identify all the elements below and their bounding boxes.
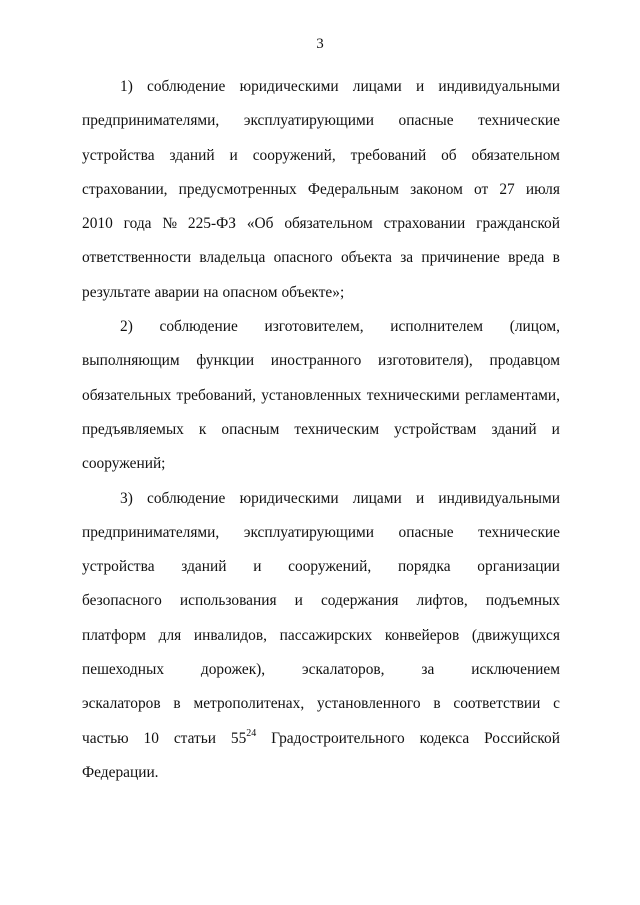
text-line: безопасного использования и содержания лифтов, подъемных [82, 592, 560, 610]
paragraph-item-3 [82, 482, 560, 791]
page-number: 3 [316, 36, 324, 52]
text-line: устройства зданий и сооружений, порядка организации [82, 558, 560, 576]
text-line: обязательных требований, установленных техническими регламентами, [82, 386, 560, 404]
text-line: 2) соблюдение изготовителем, исполнителем (лицом, [120, 318, 560, 336]
text-line: результате аварии на опасном объекте»; [82, 283, 345, 301]
paragraph-item-1 [82, 70, 560, 310]
text-line: пешеходных дорожек), эскалаторов, за исключением [82, 661, 560, 679]
text-line: предъявляемых к опасным техническим устройствам зданий и [82, 420, 560, 438]
text-line: Федерации. [82, 763, 159, 781]
text-line: предпринимателями, эксплуатирующими опасные технические [82, 112, 560, 130]
text-line: эскалаторов в метрополитенах, установленного в соответствии с [82, 695, 560, 713]
text-line: сооружений; [82, 455, 166, 473]
text-line: 3) соблюдение юридическими лицами и индивидуальными [120, 489, 560, 507]
text-line: предпринимателями, эксплуатирующими опасные технические [82, 523, 560, 541]
text-line: 1) соблюдение юридическими лицами и индивидуальными [120, 78, 560, 95]
paragraph-item-2 [82, 310, 560, 481]
text-line: устройства зданий и сооружений, требований об обязательном [82, 146, 560, 164]
document-body [82, 70, 560, 790]
text-line: выполняющим функции иностранного изготовителя), продавцом [82, 352, 560, 370]
text-line: страховании, предусмотренных Федеральным законом от 27 июля [82, 180, 560, 198]
text-line: платформ для инвалидов, пассажирских конвейеров (движущихся [82, 626, 560, 644]
text-line: 2010 года № 225-ФЗ «Об обязательном страховании гражданской [82, 215, 560, 233]
text-line: частью 10 статьи $55^{24}$ Градостроительного кодекса Российской [82, 727, 560, 747]
text-line: ответственности владельца опасного объекта за причинение вреда в [82, 249, 560, 267]
